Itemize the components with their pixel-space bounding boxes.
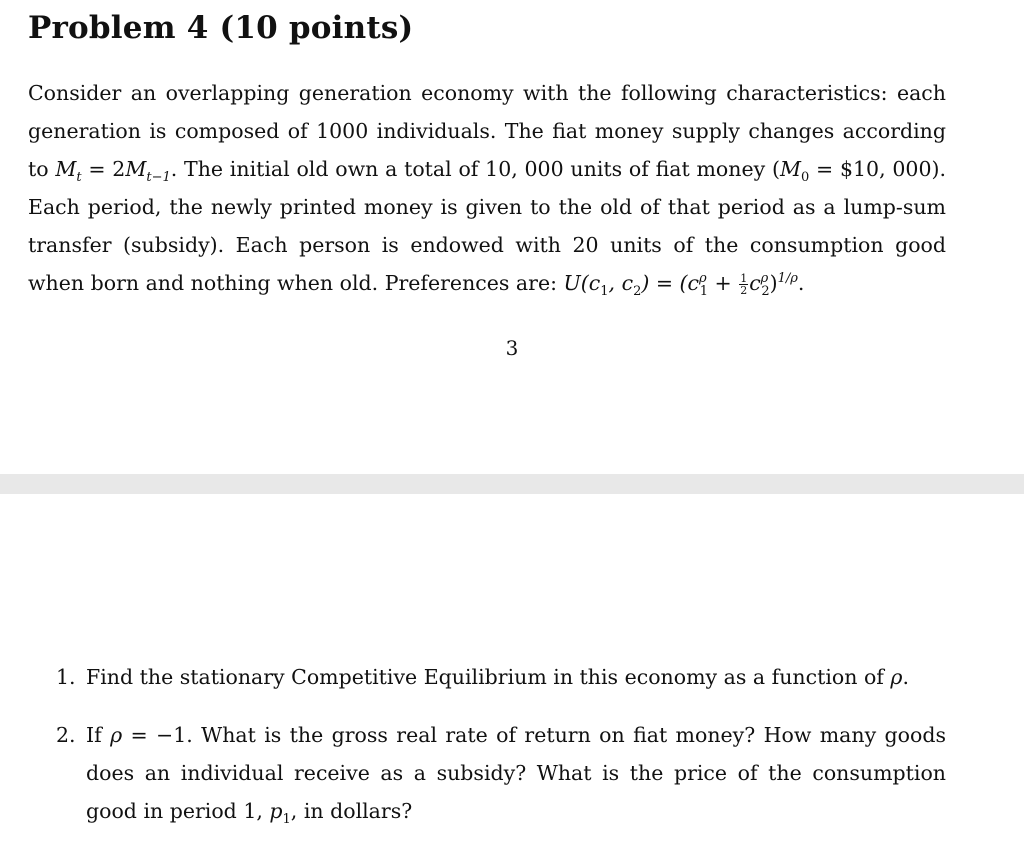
page-number: 3 xyxy=(505,336,519,360)
page-separator xyxy=(0,474,1024,494)
question-number: 2. xyxy=(56,723,76,747)
utility-function: $U(c_1$, $c_2) = (c^\rho_1$ + $\frac{1}{2}$ $c^\rho_2)^{1/\rho}$ xyxy=(563,271,798,300)
one-half-fraction: $\frac{1}{2}$ xyxy=(740,272,748,297)
page-bottom xyxy=(0,494,1024,866)
question-number: 1. xyxy=(56,665,76,689)
list-item: 2. If ρ = −1. What is the gross real rate of return on fiat money? How many goods does an individual receive as a subsidy? What is the price of the consumption good in period 1, $p_1$, in dollars? xyxy=(56,716,946,830)
list-item: 1. Find the stationary Competitive Equilibrium in this economy as a function of ρ. xyxy=(56,658,946,696)
problem-title: Problem 4 (10 points) xyxy=(28,10,414,46)
question-list xyxy=(56,658,946,830)
problem-description: Consider an overlapping generation economy with the following characteristics: each generation is composed of 1000 individuals. The fiat money supply changes according to $M_t = 2M_{t-1}$. The initial old own a total of 10, 000 units of fiat money ($M_0$ = $10, 000). Each period, the newly printed money is given to the old of that period as a lump-sum transfer (subsidy). Each person is endowed with 20 units of the consumption good when born and nothing when old. Preferences are: $U(c_1$, $c_2) = (c^\rho_1$ + $\frac{1}{2}$ $c^\rho_2)^{1/\rho}$. xyxy=(28,81,946,300)
